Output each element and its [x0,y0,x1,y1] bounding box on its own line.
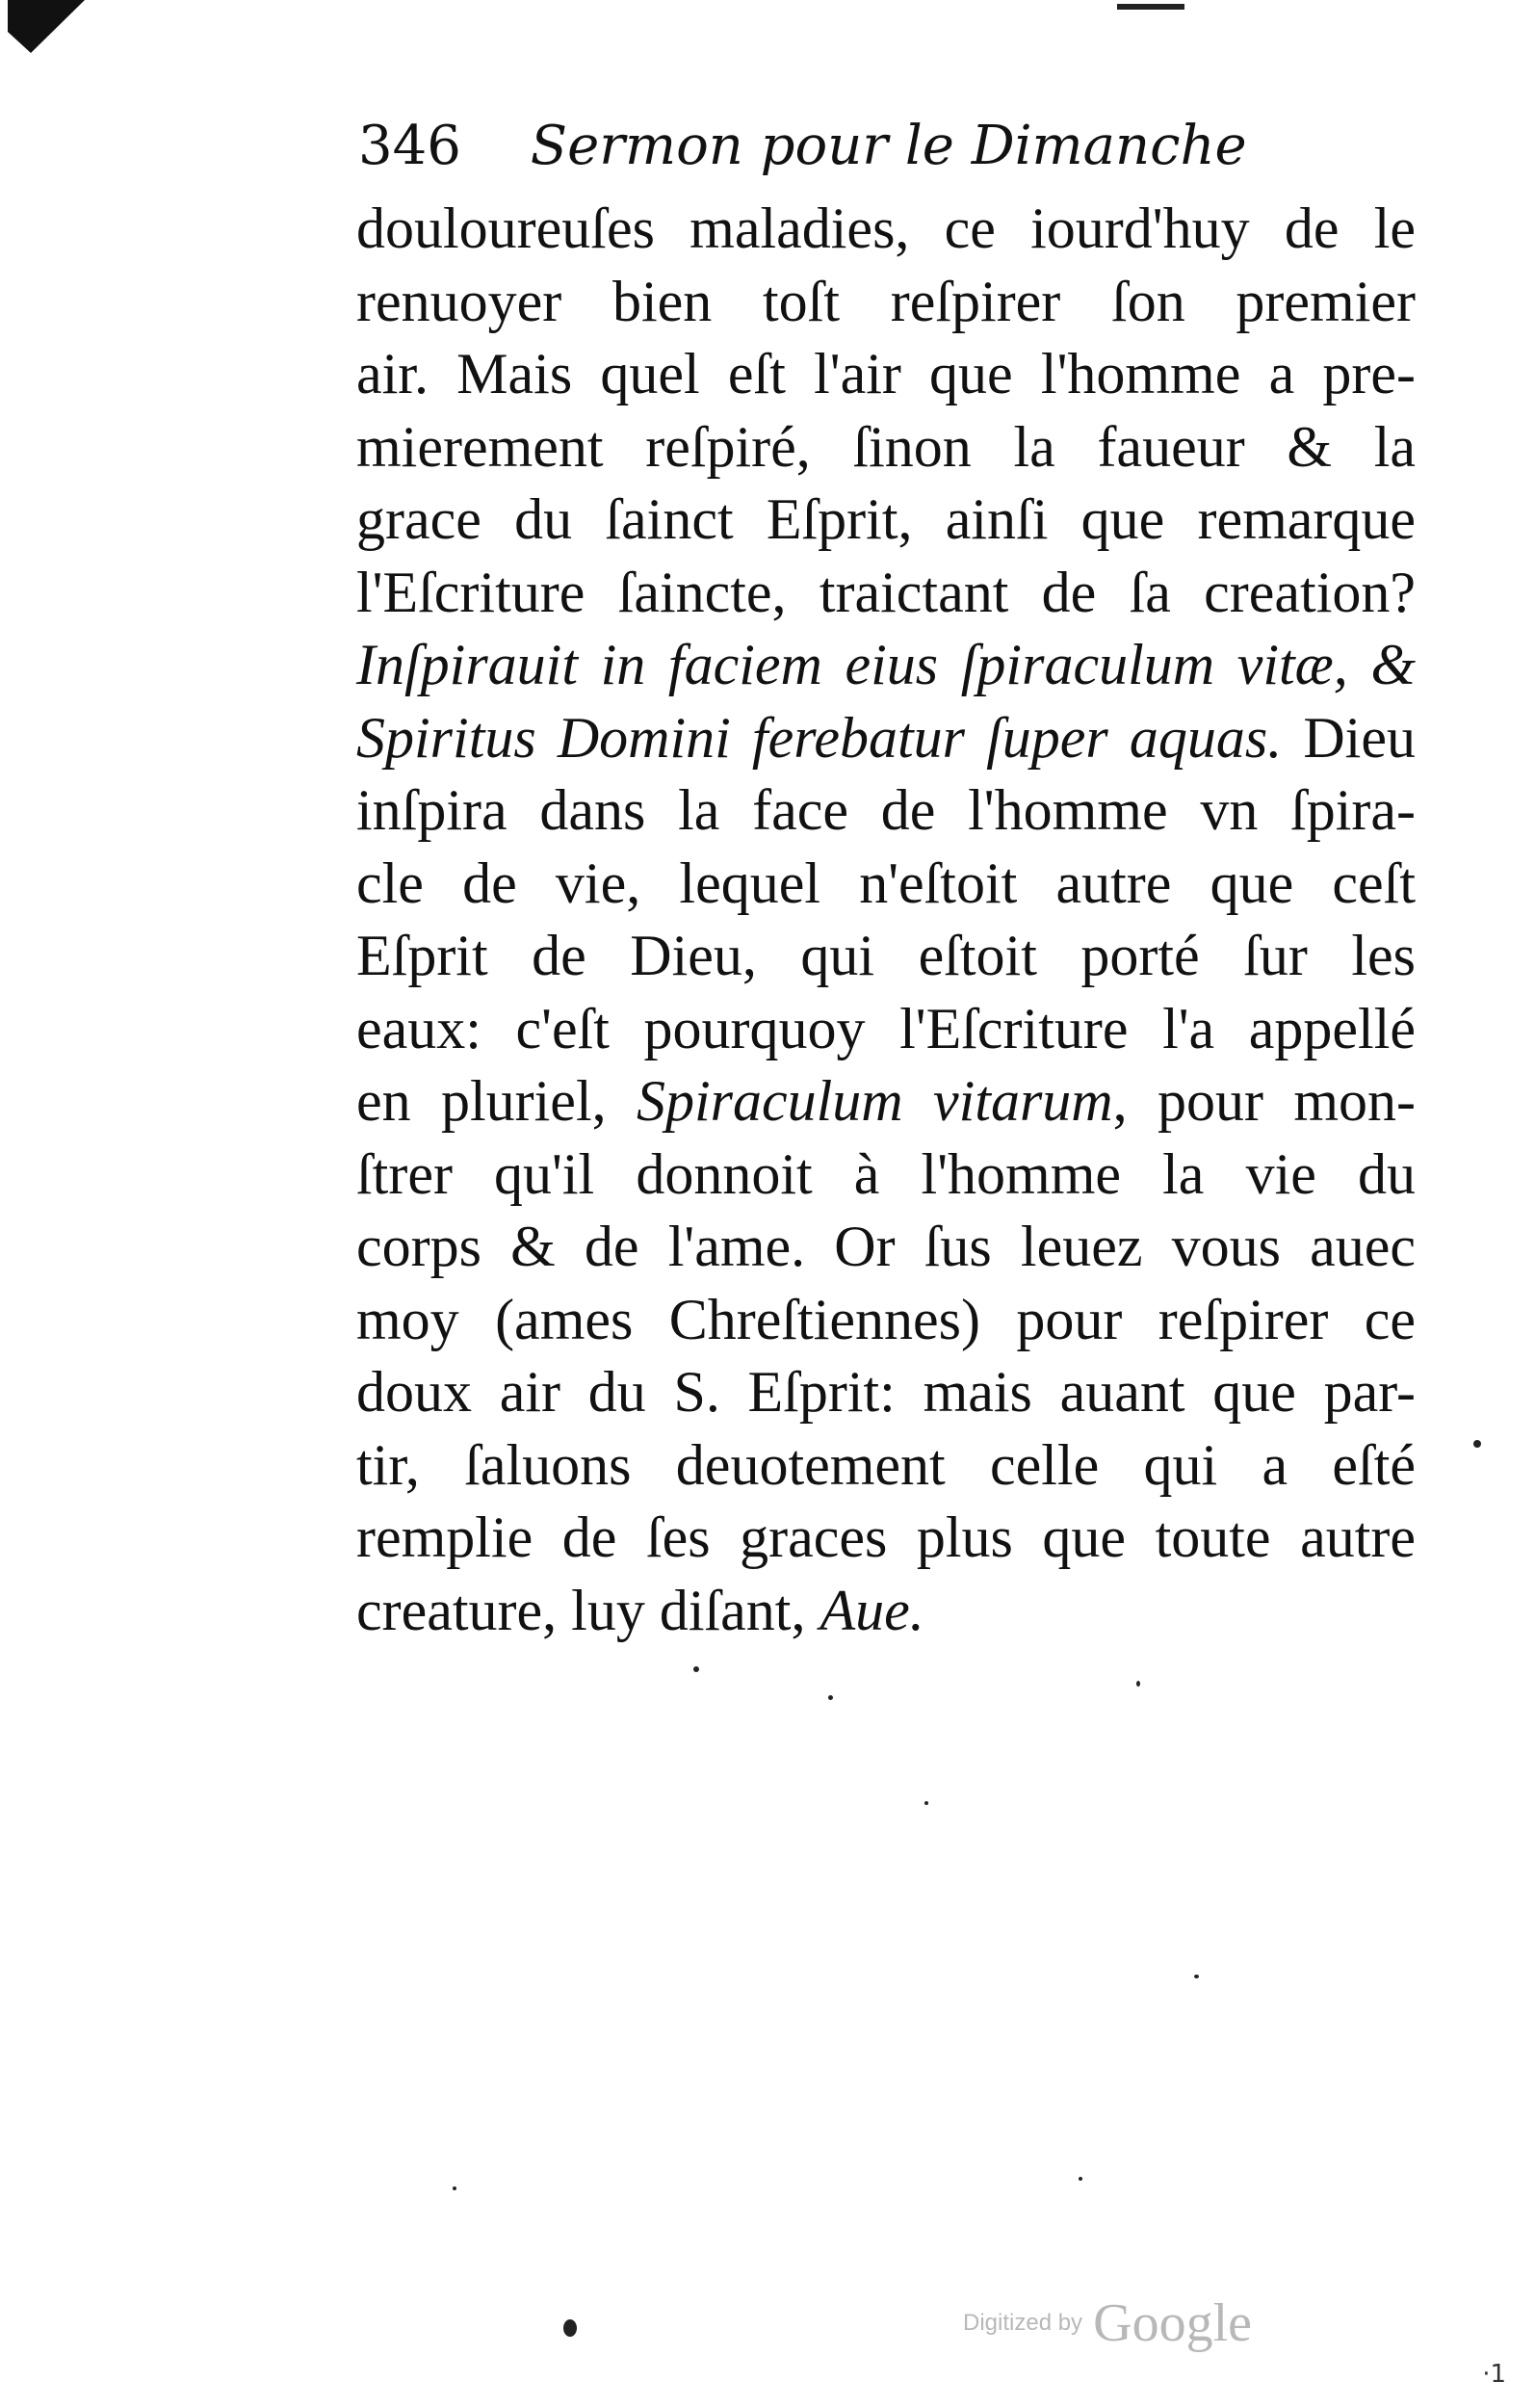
text-line [356,1356,1416,1429]
text-segment: moy (ames Chreſtiennes) pour reſpirer ce [356,1287,1416,1351]
text-segment: creature, luy diſant, [356,1578,820,1642]
text-line [356,629,1416,702]
text-line [356,702,1416,775]
text-segment: tir, ſaluons deuotement celle qui a eſté [356,1432,1416,1497]
running-header [358,108,1283,185]
ink-speck [453,2186,456,2190]
latin-quote-segment: Spiraculum vitarum [636,1069,1113,1133]
text-line [356,1502,1416,1575]
text-segment: en pluriel, [356,1069,637,1133]
body-text [356,193,1416,1647]
text-line [356,1429,1416,1503]
watermark-prefix: Digitized by [963,2310,1083,2336]
text-line [356,993,1416,1066]
digitized-watermark [963,2292,1252,2360]
ink-speck [1473,1440,1481,1448]
text-segment: corps & de l'ame. Or ſus leuez vous auec [356,1215,1416,1278]
text-line [356,411,1416,484]
text-segment: eaux: c'eſt pourquoy l'Eſcriture l'a appellé [356,996,1416,1060]
text-line [356,1575,1416,1648]
text-segment: l'Eſcriture ſaincte, traictant de ſa creation? [356,560,1416,624]
ink-speck [828,1695,833,1700]
text-line [356,774,1416,848]
text-line [356,338,1416,411]
text-line [356,1284,1416,1357]
text-line [356,484,1416,557]
text-segment: air. Mais quel eſt l'air que l'homme a pre- [356,342,1416,406]
ink-speck [1136,1681,1140,1687]
latin-quote-segment: Inſpirauit in faciem eius ſpiraculum vitæ, & [356,633,1416,696]
text-line [356,848,1416,921]
ink-speck [1194,1975,1199,1978]
text-segment: remplie de ſes graces plus que toute autre [356,1505,1416,1569]
text-segment: doux air du S. Eſprit: mais auant que par- [356,1360,1416,1424]
text-segment: , pour mon- [1112,1069,1416,1133]
text-segment: ſtrer qu'il donnoit à l'homme la vie du [356,1141,1416,1206]
page-number: 346 [358,115,461,177]
ink-speck [1079,2177,1082,2181]
text-line [356,266,1416,339]
ink-speck [563,2319,577,2337]
latin-quote-segment: Spiritus Domini ferebatur ſuper aquas. [356,705,1283,770]
text-line [356,193,1416,266]
text-segment: cle de vie, lequel n'eſtoit autre que ceſt [356,851,1416,915]
text-segment: renuoyer bien toſt reſpirer ſon premier [356,269,1416,333]
text-line [356,1139,1416,1212]
text-line [356,1211,1416,1284]
text-segment: grace du ſainct Eſprit, ainſi que remarque [356,487,1416,551]
text-line [356,557,1416,630]
watermark-brand: Google [1093,2293,1253,2353]
scan-edge-mark [1117,4,1184,10]
text-segment: inſpira dans la face de l'homme vn ſpira- [356,778,1416,842]
running-title: Sermon pour le Dimanche [530,115,1247,177]
text-line [356,1065,1416,1139]
scan-corner-mark [8,0,85,53]
scan-corner-glyph: ·1 [1482,2360,1506,2389]
ink-speck [924,1801,928,1805]
text-segment: douloureuſes maladies, ce iourd'huy de le [356,196,1416,260]
latin-quote-segment: Aue. [820,1578,924,1642]
text-segment: Eſprit de Dieu, qui eſtoit porté ſur les [356,924,1416,987]
text-segment: Dieu [1282,705,1416,770]
text-segment: mierement reſpiré, ſinon la faueur & la [356,414,1416,479]
text-line [356,920,1416,993]
ink-speck [693,1666,699,1672]
